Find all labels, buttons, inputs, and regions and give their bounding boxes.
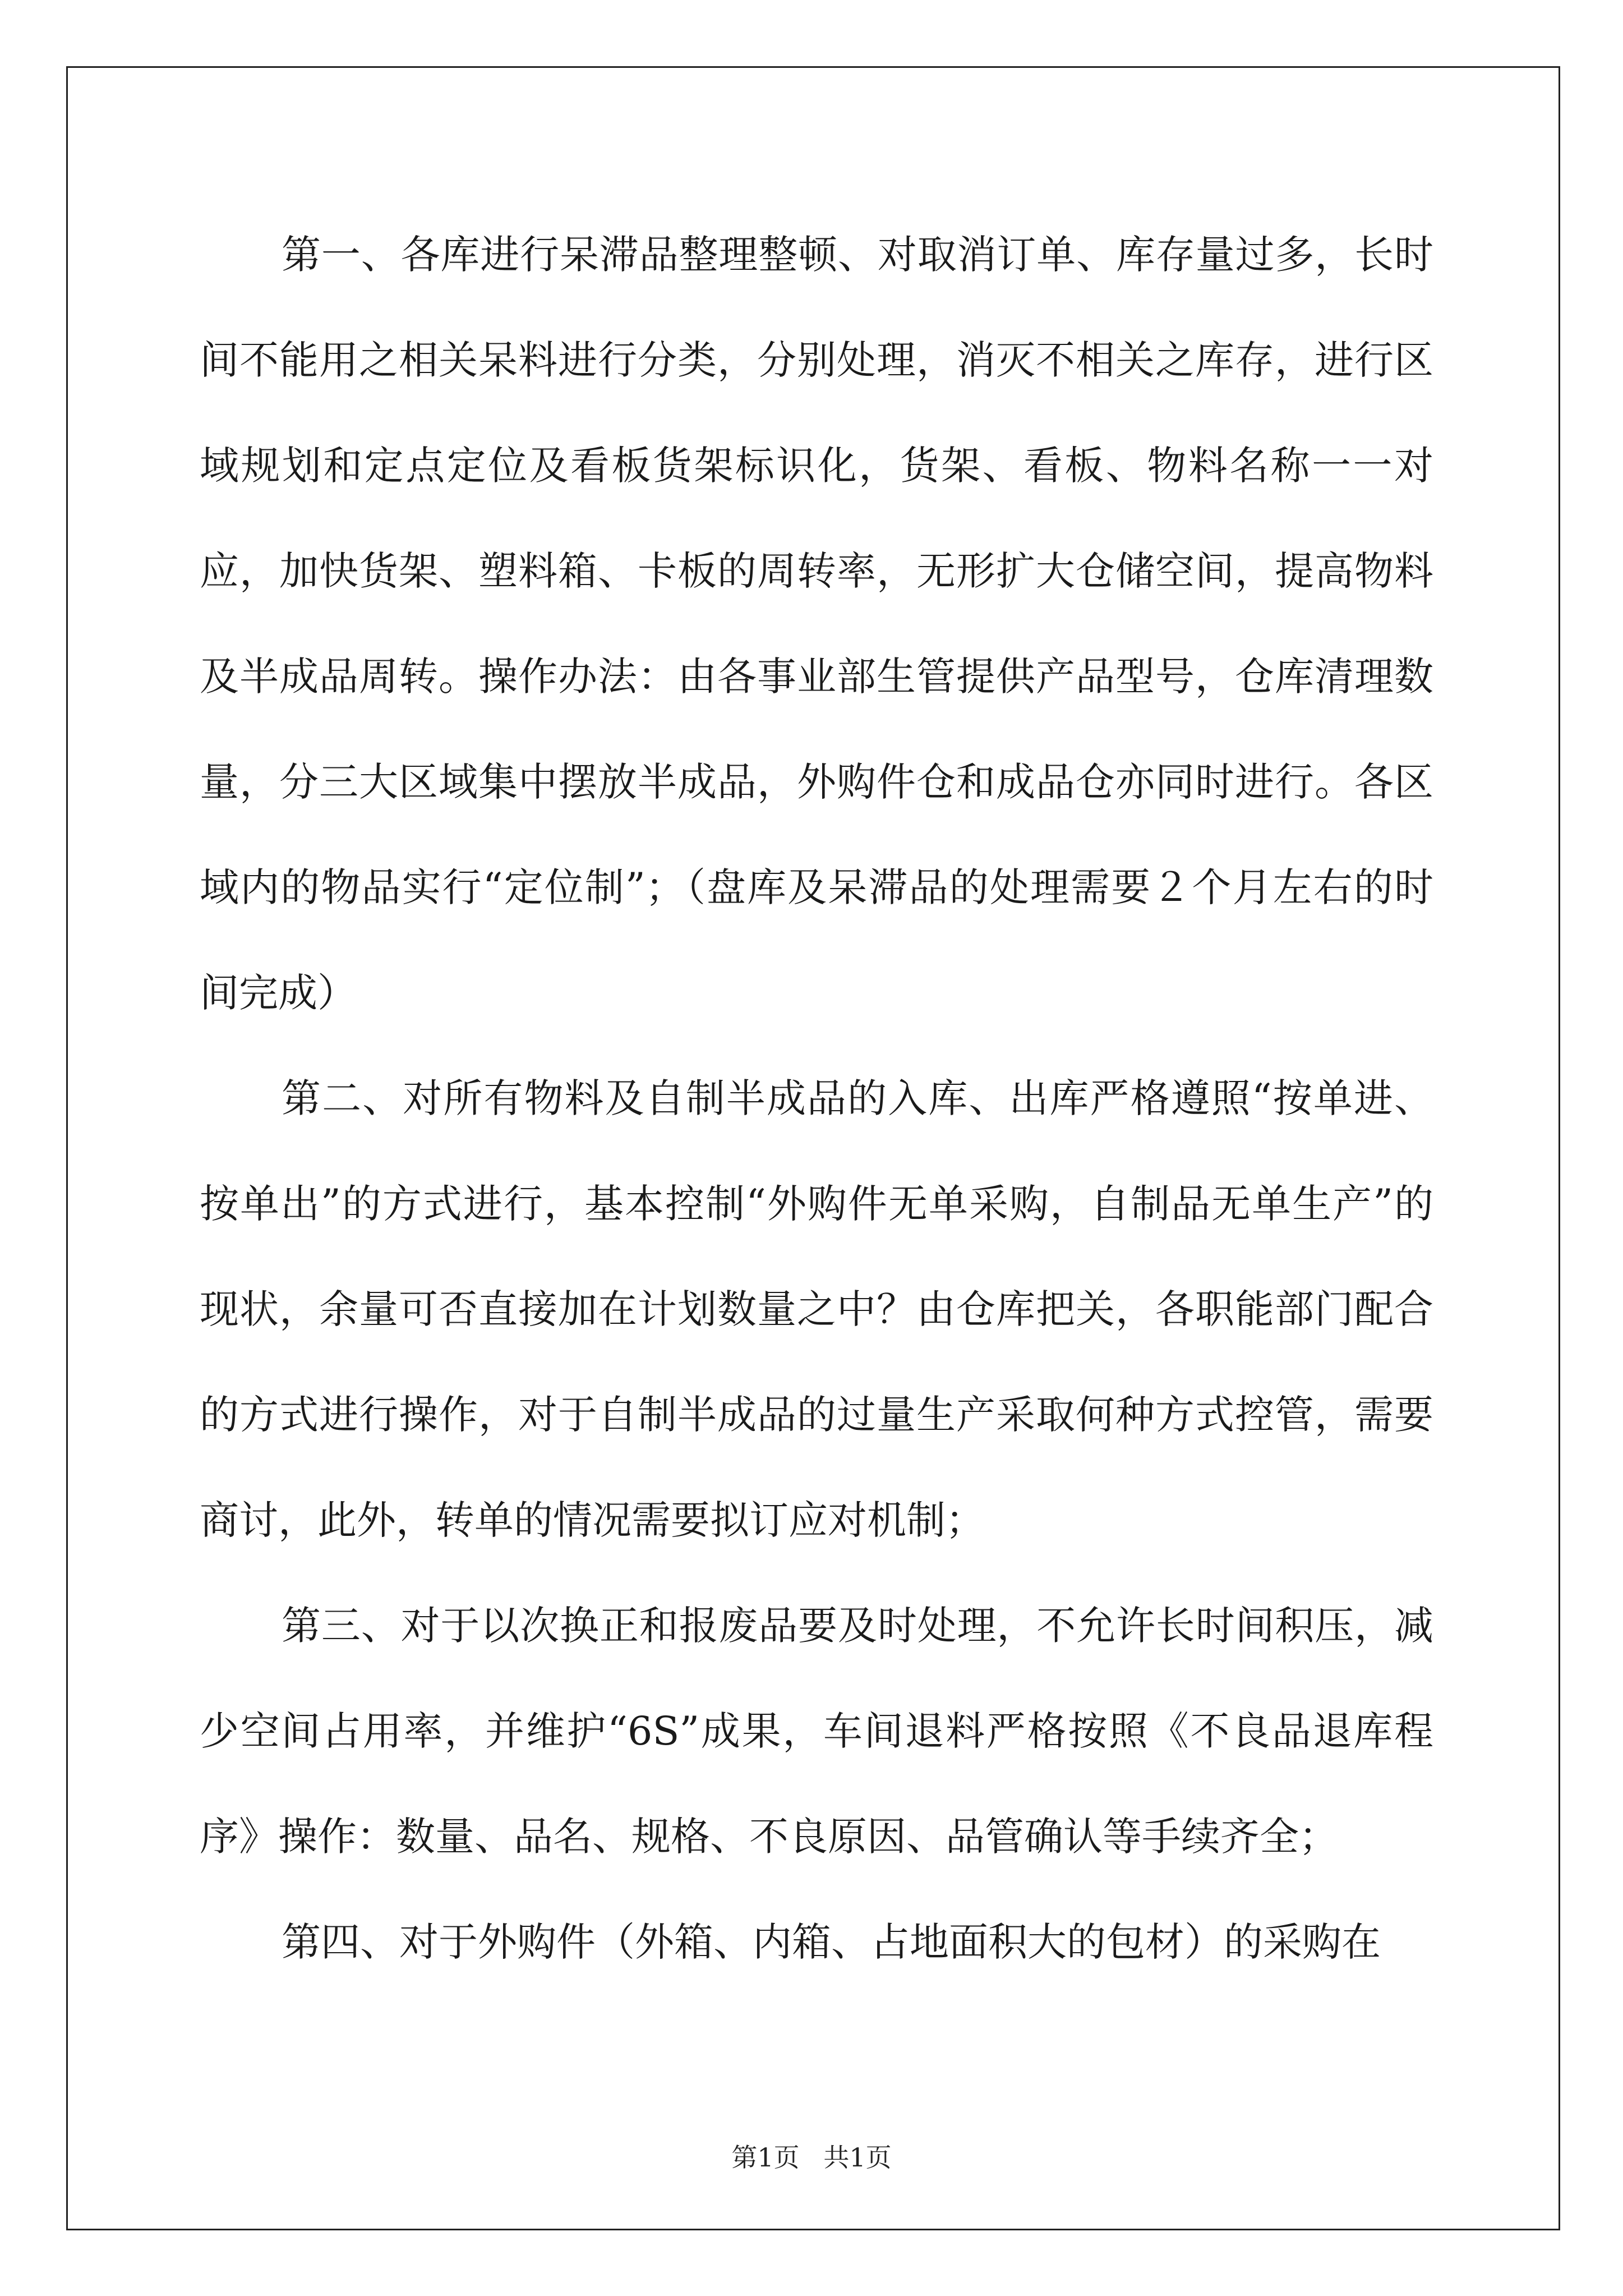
paragraph-3: 第三、对于以次换正和报废品要及时处理，不允许长时间积压，减少空间占用率，并维护“6S”成果，车间退料严格按照《不良品退库程序》操作：数量、品名、规格、不良原因、品管确认等手续齐全； [200,1603,1433,1860]
paragraph-4: 第四、对于外购件（外箱、内箱、占地面积大的包材）的采购在 [282,1919,1381,1965]
paragraph-1: 第一、各库进行呆滞品整理整顿、对取消订单、库存量过多，长时间不能用之相关呆料进行分类，分别处理，消灭不相关之库存，进行区域规划和定点定位及看板货架标识化，货架、看板、物料名称一一对应，加快货架、塑料箱、卡板的周转率，无形扩大仓储空间，提高物料及半成品周转。操作办法：由各事业部生管提供产品型号，仓库清理数量，分三大区域集中摆放半成品，外购件仓和成品仓亦同时进行。各区域内的物品实行“定位制”；（盘库及呆滞品的处理需要２个月左右的时间完成） [200,232,1433,1016]
document-body [200,202,1433,1995]
page-footer [0,2137,1623,2174]
page-number: 第1页 [731,2142,800,2173]
paragraph-2: 第二、对所有物料及自制半成品的入库、出库严格遵照“按单进、按单出”的方式进行，基本控制“外购件无单采购，自制品无单生产”的现状，余量可否直接加在计划数量之中？由仓库把关，各职能部门配合的方式进行操作，对于自制半成品的过量生产采取何种方式控管，需要商讨，此外，转单的情况需要拟订应对机制； [200,1075,1433,1543]
page-total: 共1页 [823,2142,892,2173]
